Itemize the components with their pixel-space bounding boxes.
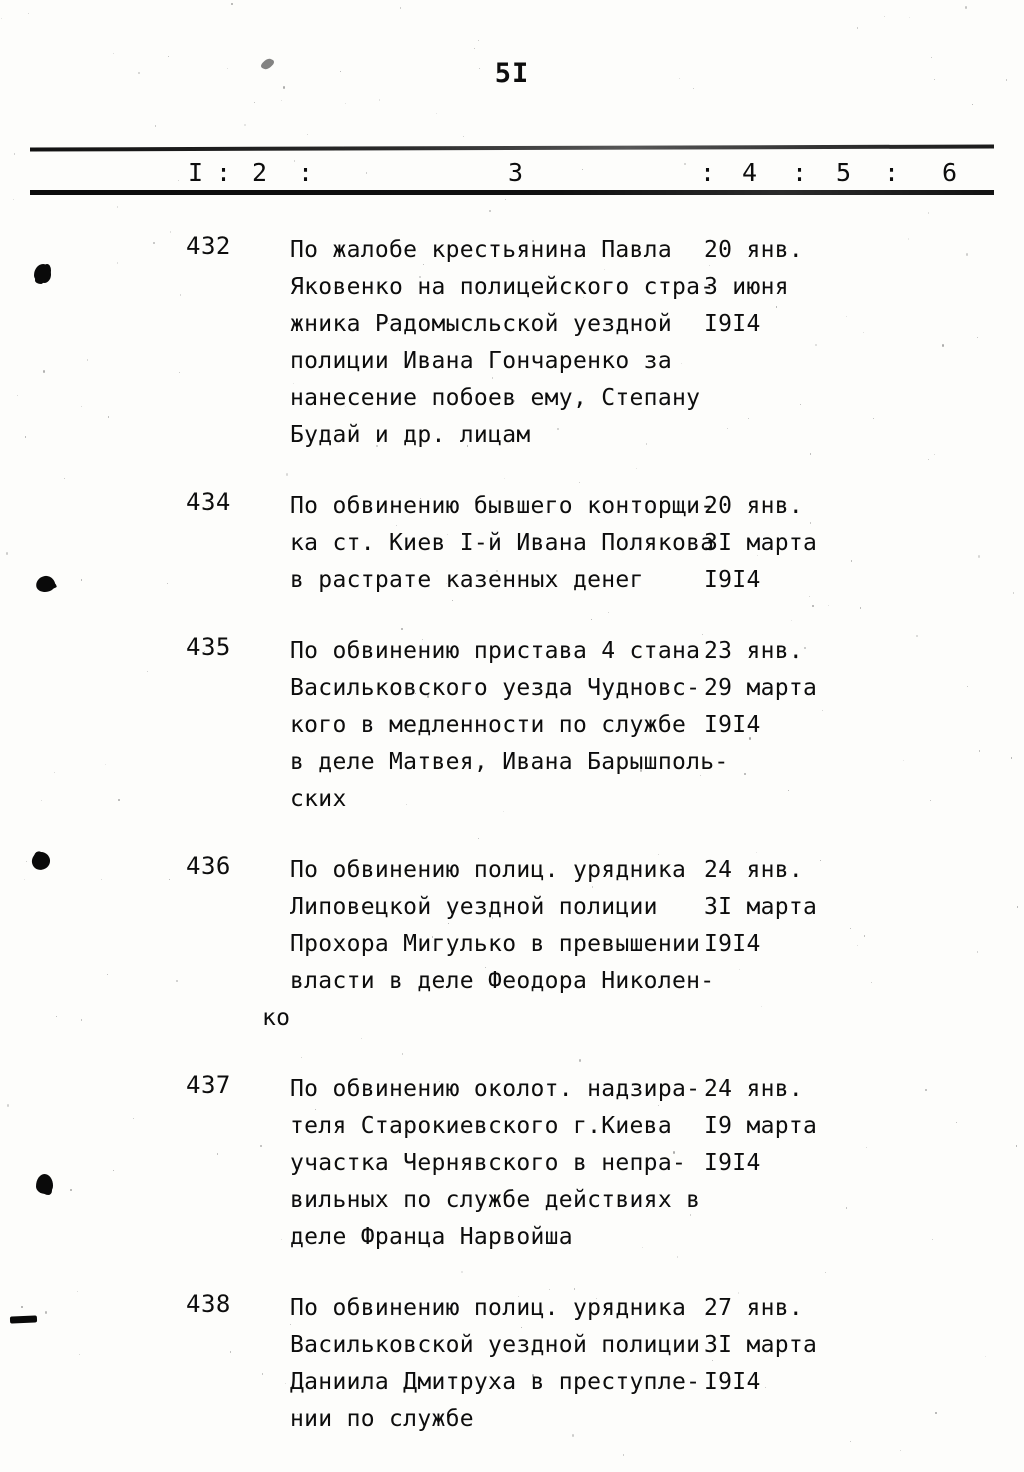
- entry-description-line: ских: [290, 786, 347, 812]
- entry-description: [290, 633, 729, 818]
- entry-description-line: нанесение побоев ему, Степану: [290, 385, 701, 411]
- column-separator-2: :: [298, 158, 315, 187]
- entry-description: [290, 232, 715, 454]
- column-header-1: I: [188, 158, 205, 187]
- column-separator-5: :: [884, 158, 901, 187]
- entry-dates: [704, 488, 904, 599]
- entry-description-line: Будай и др. лицам: [290, 422, 531, 448]
- entry-number: 432: [186, 232, 231, 260]
- column-separator-1: :: [216, 158, 233, 187]
- entry-date-line: 23 янв.: [704, 638, 804, 664]
- column-separator-3: :: [700, 158, 717, 187]
- entry-date-line: 20 янв.: [704, 237, 804, 263]
- entry-number: 434: [186, 488, 231, 516]
- entry-dates: [704, 232, 904, 343]
- ink-blot-icon: [36, 1174, 53, 1194]
- entry-description-line: деле Франца Нарвойша: [290, 1224, 573, 1250]
- entry-dates: [704, 1290, 904, 1401]
- entry-description-line: Прохора Мигулько в превышении: [290, 931, 701, 957]
- column-header-6: 6: [942, 158, 959, 187]
- column-header-row: [0, 158, 1024, 190]
- header-rule-bottom: [30, 190, 994, 195]
- entry-list: [0, 232, 1024, 1472]
- entry-description-line: Липовецкой уездной полиции: [290, 894, 658, 920]
- table-row: [0, 488, 1024, 599]
- entry-description: [290, 1290, 701, 1438]
- entry-date-line: 3I марта: [704, 530, 818, 556]
- entry-dates: [704, 852, 904, 963]
- entry-description: [290, 488, 715, 599]
- entry-dates: [704, 633, 904, 744]
- entry-number: 437: [186, 1071, 231, 1099]
- entry-description: [290, 1071, 701, 1256]
- entry-date-line: 20 янв.: [704, 493, 804, 519]
- entry-date-line: I9 марта: [704, 1113, 818, 1139]
- entry-date-line: I9I4: [704, 712, 761, 738]
- entry-dates: [704, 1071, 904, 1182]
- column-separator-4: :: [792, 158, 809, 187]
- entry-date-line: 3 июня: [704, 274, 789, 300]
- entry-date-line: I9I4: [704, 1369, 761, 1395]
- entry-date-line: I9I4: [704, 311, 761, 337]
- column-header-3: 3: [508, 158, 525, 187]
- entry-description-line: нии по службе: [290, 1406, 474, 1432]
- entry-description-line: По обвинению полиц. урядника: [290, 857, 687, 883]
- entry-number: 436: [186, 852, 231, 880]
- entry-number: 435: [186, 633, 231, 661]
- entry-description-line: По жалобе крестьянина Павла: [290, 237, 672, 263]
- ink-blot-icon: [34, 264, 51, 283]
- page-number: 5I: [494, 58, 530, 89]
- column-header-5: 5: [836, 158, 853, 187]
- entry-date-line: 29 марта: [704, 675, 818, 701]
- entry-description-line: теля Старокиевского г.Киева: [290, 1113, 672, 1139]
- entry-description-line: По обвинению полиц. урядника: [290, 1295, 687, 1321]
- header-rule-top: [30, 144, 994, 151]
- entry-description-line: Васильковского уезда Чудновс-: [290, 675, 701, 701]
- entry-date-line: 3I марта: [704, 894, 818, 920]
- entry-date-line: 27 янв.: [704, 1295, 804, 1321]
- entry-description-line: Даниила Дмитруха в преступле-: [290, 1369, 701, 1395]
- entry-description-line: участка Чернявского в непра-: [290, 1150, 687, 1176]
- entry-number: 438: [186, 1290, 231, 1318]
- table-row: [0, 633, 1024, 818]
- dash-mark-icon: [10, 1315, 37, 1323]
- entry-description-line: ка ст. Киев I-й Ивана Полякова: [290, 530, 715, 556]
- entry-date-line: I9I4: [704, 931, 761, 957]
- entry-description-line: Яковенко на полицейского стра-: [290, 274, 715, 300]
- entry-description-line: По обвинению бывшего конторщи-: [290, 493, 715, 519]
- table-row: [0, 1290, 1024, 1438]
- entry-description-line: По обвинению пристава 4 стана: [290, 638, 701, 664]
- entry-description-line: в деле Матвея, Ивана Барышполь-: [290, 749, 729, 775]
- table-row: [0, 852, 1024, 1037]
- entry-description-line: власти в деле Феодора Николен-: [290, 968, 715, 994]
- entry-description-line: По обвинению околот. надзира-: [290, 1076, 701, 1102]
- column-header-2: 2: [252, 158, 269, 187]
- entry-description-line: кого в медленности по службе: [290, 712, 687, 738]
- entry-description-line: в растрате казенных денег: [290, 567, 644, 593]
- entry-description-line: ко: [262, 1005, 291, 1031]
- entry-date-line: 24 янв.: [704, 1076, 804, 1102]
- entry-date-line: I9I4: [704, 1150, 761, 1176]
- entry-description-line: полиции Ивана Гончаренко за: [290, 348, 672, 374]
- table-row: [0, 1071, 1024, 1256]
- entry-date-line: 3I марта: [704, 1332, 818, 1358]
- table-row: [0, 232, 1024, 454]
- column-header-4: 4: [742, 158, 759, 187]
- entry-description-line: жника Радомысльской уездной: [290, 311, 672, 337]
- entry-description-line: вильных по службе действиях в: [290, 1187, 701, 1213]
- entry-description: [262, 852, 715, 1037]
- entry-date-line: I9I4: [704, 567, 761, 593]
- entry-date-line: 24 янв.: [704, 857, 804, 883]
- entry-description-line: Васильковской уездной полиции: [290, 1332, 701, 1358]
